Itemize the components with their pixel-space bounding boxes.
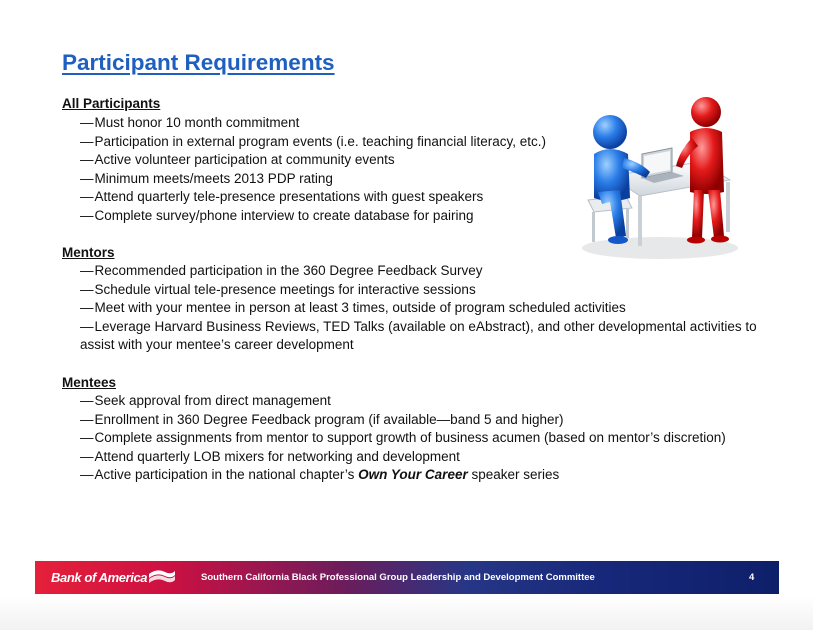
mentors-list xyxy=(80,262,785,355)
list-dash: — xyxy=(80,281,94,297)
brand-name: Bank of America xyxy=(51,570,148,585)
list-item-text: Schedule virtual tele-presence meetings for interactive sessions xyxy=(94,281,476,297)
list-item xyxy=(80,133,546,152)
list-item xyxy=(80,188,546,207)
section-heading-mentors: Mentors xyxy=(62,245,115,260)
list-dash: — xyxy=(80,133,94,149)
list-item-text: Complete assignments from mentor to support growth of business acumen (based on mentor’s discretion) xyxy=(94,430,726,446)
list-item-text: Meet with your mentee in person at least 3 times, outside of program scheduled activities xyxy=(94,300,626,316)
list-item-text: Participation in external program events (i.e. teaching financial literacy, etc.) xyxy=(94,133,546,149)
all-participants-list xyxy=(80,114,546,226)
list-item xyxy=(80,262,785,281)
section-heading-all-participants: All Participants xyxy=(62,96,161,111)
list-dash: — xyxy=(80,448,94,464)
list-dash: — xyxy=(80,430,94,446)
mentees-list xyxy=(80,392,726,485)
list-dash: — xyxy=(80,467,94,483)
list-item-text: Active volunteer participation at community events xyxy=(94,152,395,168)
slide-bottom-shadow xyxy=(0,596,813,630)
list-item xyxy=(80,114,546,133)
list-item xyxy=(80,448,726,467)
list-dash: — xyxy=(80,411,94,427)
list-item xyxy=(80,207,546,226)
list-item xyxy=(80,281,785,300)
list-item-text: Seek approval from direct management xyxy=(94,393,331,408)
list-item-text: Recommended participation in the 360 Degree Feedback Survey xyxy=(94,263,483,278)
page-number: 4 xyxy=(749,572,755,583)
list-item-text: Complete survey/phone interview to create database for pairing xyxy=(94,207,474,223)
list-item-text: Leverage Harvard Business Reviews, TED Talks (available on eAbstract), and other developmental activities to assist with your mentee’s career development xyxy=(80,318,757,353)
list-dash: — xyxy=(80,152,94,168)
series-name-emphasis: Own Your Career xyxy=(358,467,468,483)
page-title: Participant Requirements xyxy=(62,50,335,75)
list-item xyxy=(80,299,785,318)
list-dash: — xyxy=(80,189,94,205)
list-item xyxy=(80,392,726,411)
list-dash: — xyxy=(80,263,94,278)
list-item-text: Must honor 10 month commitment xyxy=(94,115,300,130)
flag-logo-icon xyxy=(147,568,177,584)
list-item xyxy=(80,411,726,430)
list-item xyxy=(80,151,546,170)
list-item xyxy=(80,170,546,189)
list-item-text-end: speaker series xyxy=(467,467,560,483)
list-dash: — xyxy=(80,170,94,186)
list-item-text: Attend quarterly tele-presence presentations with guest speakers xyxy=(94,189,484,205)
list-dash: — xyxy=(80,318,94,334)
two-figures-at-laptop-icon xyxy=(580,96,742,260)
list-dash: — xyxy=(80,393,94,408)
list-item-text: Enrollment in 360 Degree Feedback program (if available—band 5 and higher) xyxy=(94,411,564,427)
footer-committee-text: Southern California Black Professional Group Leadership and Development Committee xyxy=(201,572,595,583)
list-item xyxy=(80,318,785,355)
list-item xyxy=(80,429,726,448)
section-heading-mentees: Mentees xyxy=(62,375,117,390)
footer-banner xyxy=(35,561,779,594)
list-item-text: Attend quarterly LOB mixers for networking and development xyxy=(94,448,460,464)
list-item-text: Active participation in the national chapter’s xyxy=(94,467,359,483)
list-dash: — xyxy=(80,300,94,316)
list-item-text: Minimum meets/meets 2013 PDP rating xyxy=(94,170,333,186)
list-item xyxy=(80,466,726,485)
list-dash: — xyxy=(80,207,94,223)
list-dash: — xyxy=(80,115,94,130)
